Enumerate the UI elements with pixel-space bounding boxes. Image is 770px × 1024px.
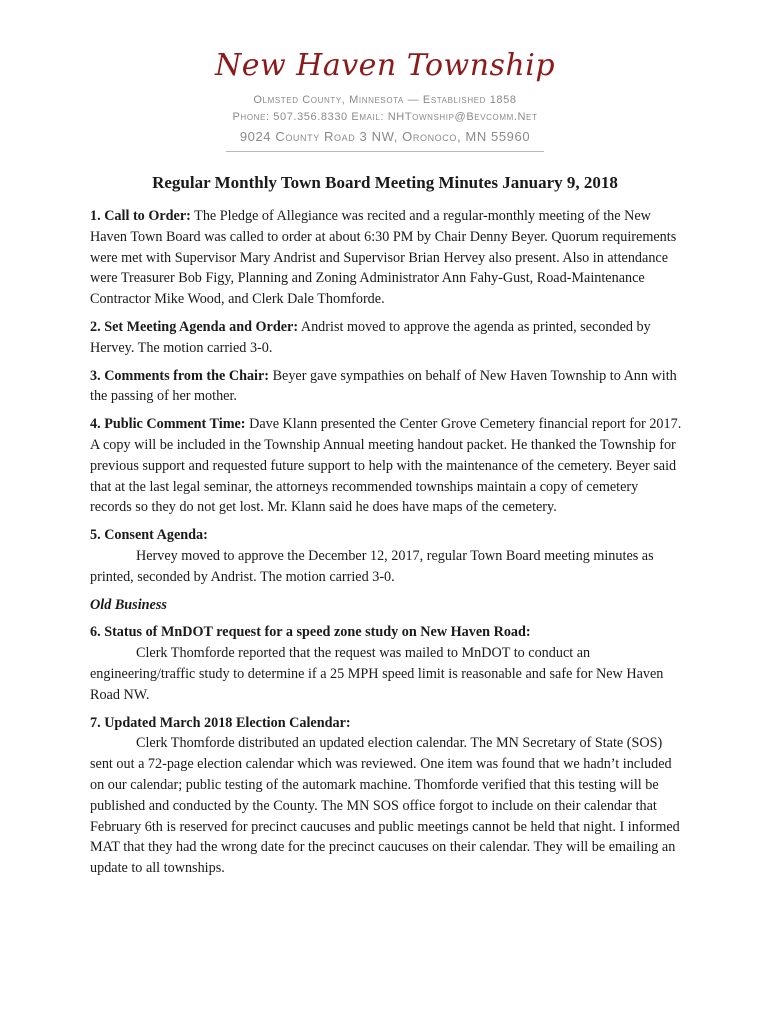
- item-mndot-request: [90, 622, 682, 705]
- item-heading: 7. Updated March 2018 Election Calendar:: [90, 714, 351, 731]
- contact-line: Phone: 507.356.8330 Email: NHTownship@Bevcomm.Net: [232, 111, 538, 123]
- item-text: Clerk Thomforde distributed an updated election calendar. The MN Secretary of State (SOS) sent out a 72-page election calendar which was reviewed. One item was found that we hadn’t included on our calendar; public testing of the automark machine. Thomforde verified that this testing will be published and conducted by the County. The MN SOS office forgot to include on their calendar that February 6th is reserved for precinct caucuses and public meetings cannot be held that night. I informed MAT that they had the wrong date for the precinct caucuses on their calendar. They will be emailing an update to all townships.: [90, 735, 680, 877]
- item-heading: 3. Comments from the Chair:: [90, 367, 270, 384]
- item-text: Clerk Thomforde reported that the request was mailed to MnDOT to conduct an engineering/traffic study to determine if a 25 MPH speed limit is reasonable and safe for New Haven Road NW.: [90, 645, 664, 703]
- letterhead: [0, 48, 770, 152]
- item-text: Andrist moved to approve the agenda as printed, seconded by Hervey. The motion carried 3-0.: [90, 318, 651, 356]
- page-title: Regular Monthly Town Board Meeting Minutes January 9, 2018: [152, 173, 618, 192]
- item-heading: 5. Consent Agenda:: [90, 527, 208, 544]
- item-consent-agenda: [90, 525, 682, 587]
- item-chair-comments: [90, 366, 682, 408]
- item-election-calendar: [90, 713, 682, 879]
- item-public-comment: [90, 414, 682, 518]
- address-line: 9024 County Road 3 NW, Oronoco, MN 55960: [239, 129, 531, 144]
- item-heading: 2. Set Meeting Agenda and Order:: [90, 318, 299, 335]
- item-heading: 1. Call to Order:: [90, 208, 191, 224]
- township-title: New Haven Township: [214, 48, 556, 83]
- county-line: Olmsted County, Minnesota — Established 1858: [253, 94, 517, 106]
- item-text: Hervey moved to approve the December 12, 2017, regular Town Board meeting minutes as printed, seconded by Andrist. The motion carried 3-0.: [90, 547, 654, 585]
- item-text: Beyer gave sympathies on behalf of New Haven Township to Ann with the passing of her mother.: [90, 367, 677, 405]
- item-agenda: [90, 317, 682, 359]
- item-heading: 4. Public Comment Time:: [90, 416, 246, 433]
- item-text: Dave Klann presented the Center Grove Cemetery financial report for 2017. A copy will be included in the Township Annual meeting handout packet. He thanked the Township for previous support and requested future support to help with the maintenance of the cemetery. Beyer said that at the last legal seminar, the attorneys recommended townships maintain a copy of cemetery records so they do not get lost. Mr. Klann said he does have maps of the cemetery.: [90, 416, 682, 516]
- item-call-to-order: [90, 206, 682, 310]
- minutes-body: [90, 206, 682, 886]
- item-text: The Pledge of Allegiance was recited and a regular-monthly meeting of the New Haven Town Board was called to order at about 6:30 PM by Chair Denny Beyer. Quorum requirements were met with Supervisor Mary Andrist and Supervisor Brian Hervey also present. Also in attendance were Treasurer Bob Figy, Planning and Zoning Administrator Ann Fahy-Gust, Road-Maintenance Contractor Mike Wood, and Clerk Dale Thomforde.: [90, 208, 677, 308]
- item-heading: 6. Status of MnDOT request for a speed zone study on New Haven Road:: [90, 624, 531, 641]
- old-business-heading: Old Business: [90, 596, 167, 613]
- letterhead-divider: [226, 151, 544, 152]
